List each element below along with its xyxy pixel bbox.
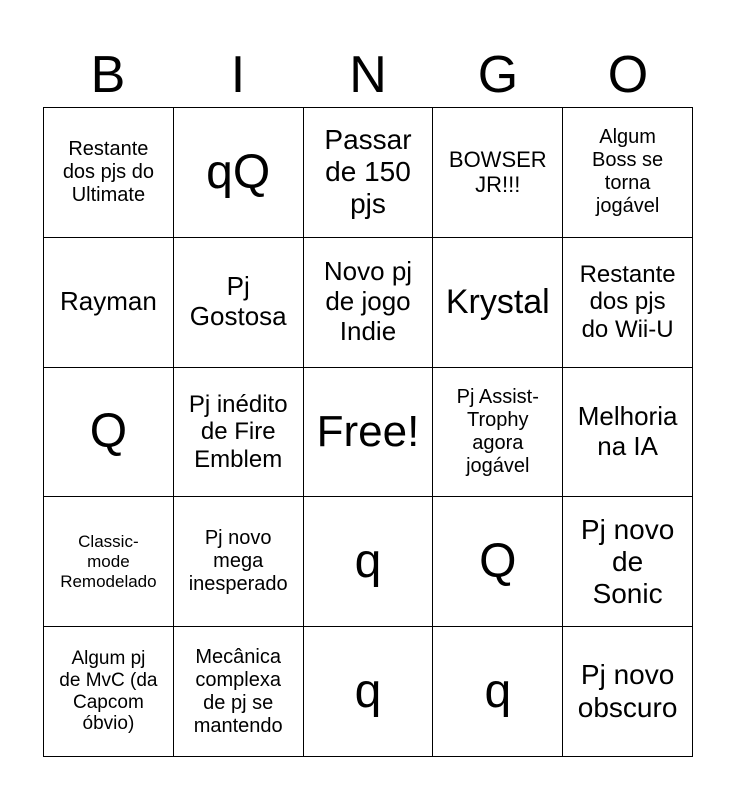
bingo-cell-text: q bbox=[484, 665, 512, 718]
bingo-cell-text: q bbox=[354, 665, 382, 718]
bingo-cell-text: Melhoria na IA bbox=[577, 401, 678, 461]
bingo-cell-text: Krystal bbox=[445, 282, 550, 321]
bingo-cell[interactable] bbox=[563, 497, 693, 627]
bingo-cell[interactable] bbox=[174, 627, 304, 757]
bingo-cell-text: Restante dos pjs do Wii-U bbox=[579, 260, 676, 343]
bingo-cell[interactable] bbox=[563, 627, 693, 757]
bingo-cell-text: BOWSER JR!!! bbox=[448, 147, 547, 198]
bingo-cell[interactable] bbox=[304, 108, 434, 238]
bingo-cell[interactable] bbox=[563, 368, 693, 498]
bingo-cell[interactable] bbox=[433, 368, 563, 498]
bingo-cell[interactable] bbox=[304, 238, 434, 368]
bingo-cell[interactable] bbox=[304, 368, 434, 498]
bingo-cell[interactable] bbox=[174, 108, 304, 238]
bingo-cell[interactable] bbox=[44, 627, 174, 757]
bingo-cell[interactable] bbox=[433, 497, 563, 627]
bingo-cell[interactable] bbox=[563, 238, 693, 368]
bingo-cell-text: Pj Gostosa bbox=[189, 271, 287, 332]
bingo-cell[interactable] bbox=[304, 627, 434, 757]
bingo-cell[interactable] bbox=[433, 238, 563, 368]
bingo-cell-text: Pj Assist- Trophy agora jogável bbox=[456, 385, 539, 477]
bingo-cell[interactable] bbox=[433, 108, 563, 238]
bingo-cell[interactable] bbox=[174, 238, 304, 368]
bingo-cell[interactable] bbox=[563, 108, 693, 238]
bingo-cell-text: Algum pj de MvC (da Capcom óbvio) bbox=[59, 647, 158, 735]
bingo-cell-text: Novo pj de jogo Indie bbox=[323, 256, 413, 347]
bingo-cell-text: Pj novo mega inesperado bbox=[188, 527, 288, 596]
bingo-header bbox=[43, 44, 693, 106]
bingo-cell-text: Rayman bbox=[59, 286, 157, 317]
header-letter-g: G bbox=[477, 46, 519, 104]
bingo-cell[interactable] bbox=[44, 368, 174, 498]
bingo-cell-text: Classic- mode Remodelado bbox=[60, 532, 157, 591]
bingo-cell-text: Passar de 150 pjs bbox=[324, 124, 412, 220]
bingo-cell-text: Pj novo obscuro bbox=[577, 659, 678, 723]
bingo-cell-text: Pj inédito de Fire Emblem bbox=[188, 390, 288, 473]
bingo-cell-text: Q bbox=[89, 405, 128, 459]
bingo-cell-text: qQ bbox=[206, 145, 271, 199]
bingo-cell[interactable] bbox=[44, 497, 174, 627]
bingo-cell-text: Mecânica complexa de pj se mantendo bbox=[193, 645, 283, 737]
bingo-cell[interactable] bbox=[304, 497, 434, 627]
bingo-cell-text: Restante dos pjs do Ultimate bbox=[62, 137, 154, 206]
header-letter-n: N bbox=[349, 46, 387, 104]
bingo-cell-text: q bbox=[354, 535, 382, 589]
bingo-cell-text: Algum Boss se torna jogável bbox=[592, 126, 664, 218]
bingo-cell[interactable] bbox=[44, 238, 174, 368]
bingo-cell[interactable] bbox=[174, 368, 304, 498]
bingo-cell[interactable] bbox=[433, 627, 563, 757]
bingo-cell-text: Pj novo de Sonic bbox=[580, 513, 675, 609]
bingo-cell[interactable] bbox=[44, 108, 174, 238]
bingo-cell-text: Free! bbox=[316, 406, 420, 456]
header-letter-o: O bbox=[607, 46, 649, 104]
bingo-grid bbox=[43, 107, 693, 757]
header-letter-b: B bbox=[90, 46, 126, 104]
header-letter-i: I bbox=[230, 46, 246, 104]
bingo-cell[interactable] bbox=[174, 497, 304, 627]
bingo-cell-text: Q bbox=[479, 535, 517, 589]
